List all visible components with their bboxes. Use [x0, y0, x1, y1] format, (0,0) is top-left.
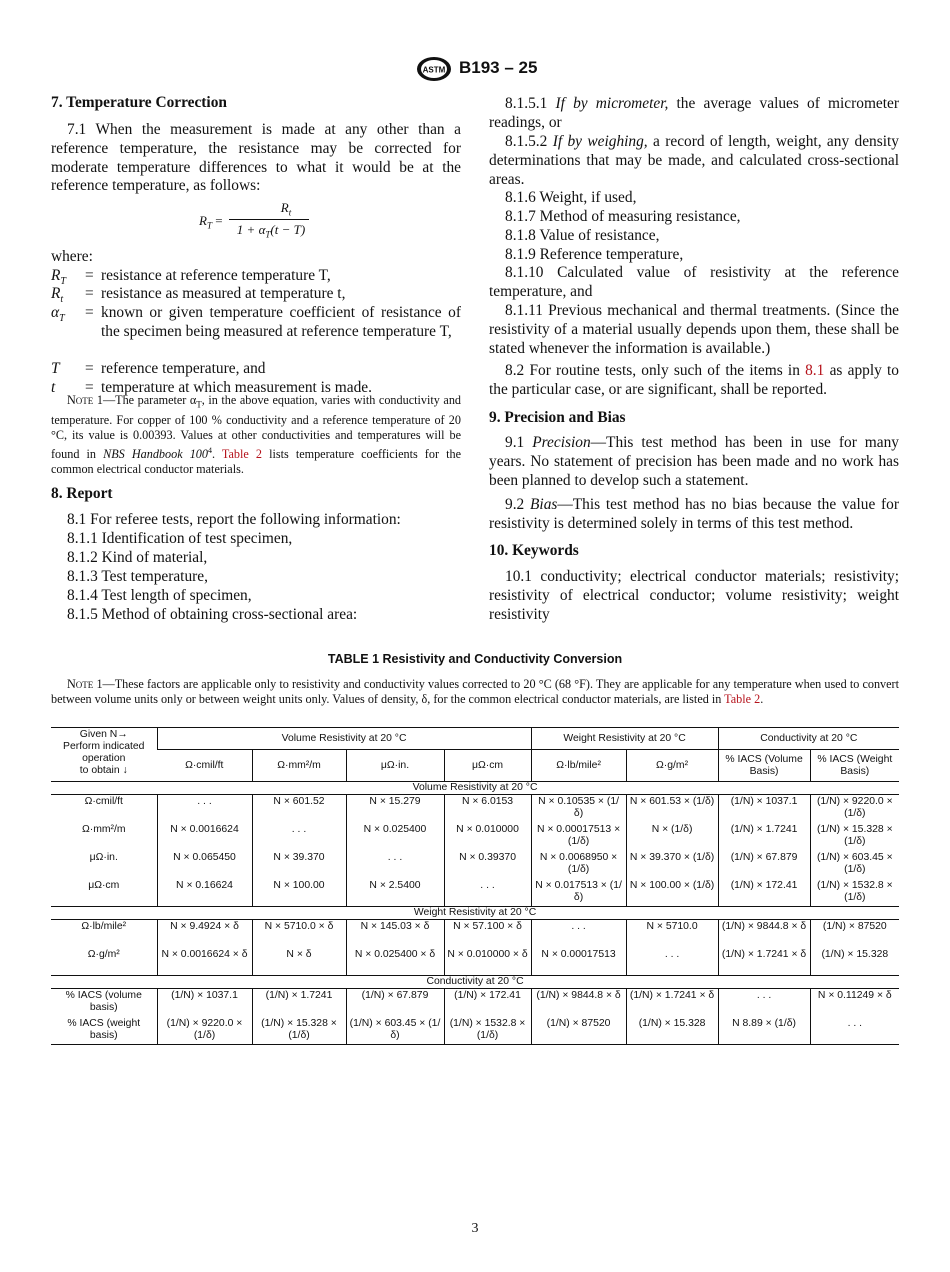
table-cell: N × 15.279	[346, 795, 444, 823]
section-7-1: 7.1 When the measurement is made at any other than a reference temperature, the resistance may be corrected for moderate temperature differences to what it would be at the reference temperature, as follows:	[51, 121, 461, 195]
fraction-bar	[229, 219, 309, 220]
group-header-weight: Weight Resistivity at 20 °C	[531, 728, 718, 750]
section-8-1-3: 8.1.3 Test temperature,	[67, 568, 208, 585]
section-9-heading: 9. Precision and Bias	[489, 409, 626, 426]
table-cell: (1/N) × 172.41	[718, 879, 810, 907]
equals-sign: =	[85, 360, 94, 377]
table-cell: N × 0.065450	[157, 851, 252, 879]
table-cell: (1/N) × 1532.8 × (1/δ)	[444, 1017, 531, 1045]
table-cell: (1/N) × 1.7241	[252, 989, 346, 1017]
table-cell: N × 0.0068950 × (1/δ)	[531, 851, 626, 879]
table-cell: N × 0.017513 × (1/δ)	[531, 879, 626, 907]
note-1-label: Note 1	[67, 393, 103, 407]
table-cell: (1/N) × 15.328	[626, 1017, 718, 1045]
variable-description: temperature at which measurement is made.	[101, 379, 372, 396]
section-8-1-8: 8.1.8 Value of resistance,	[505, 227, 660, 244]
table-row	[51, 823, 899, 851]
table-cell: . . .	[252, 823, 346, 851]
row-label: Ω·lb/mile²	[81, 921, 127, 932]
variable-description: known or given temperature coefficient of resistance of the specimen being measured at reference temperature T,	[101, 304, 461, 340]
section-row-title: Weight Resistivity at 20 °C	[51, 907, 899, 920]
row-label: Ω·g/m²	[87, 948, 120, 960]
table-row	[51, 920, 899, 948]
variable-symbol: t	[51, 379, 56, 396]
column-header: Ω·mm²/m	[252, 750, 346, 782]
page-number: 3	[471, 1221, 479, 1236]
table-cell: (1/N) × 15.328 × (1/δ)	[810, 823, 899, 851]
table-corner-header: Given N→ Perform indicated operation to obtain ↓	[51, 728, 157, 782]
handbook-ref: NBS Handbook 100	[103, 447, 208, 462]
table-cell: N × 0.00017513	[531, 948, 626, 976]
table-cell: (1/N) × 15.328	[810, 948, 899, 976]
table-cell: N × 39.370	[252, 851, 346, 879]
row-label: μΩ·cm	[88, 879, 120, 891]
table-cell: . . .	[157, 795, 252, 823]
row-label: Ω·cmil/ft	[84, 796, 123, 807]
equation-numerator: $R_t$	[280, 200, 292, 218]
table-cell: N × 0.39370	[444, 851, 531, 879]
table-cell: N × 100.00	[252, 879, 346, 907]
table-cell: N × 601.52	[252, 795, 346, 823]
table-cell: N × 0.010000 × δ	[444, 948, 531, 976]
column-header: % IACS (Volume Basis)	[718, 750, 810, 782]
document-designation: B193 – 25	[459, 58, 538, 77]
section-9-1: 9.1 Precision—This test method has been in use for many years. No statement of precision has been made and no work has been planned to develop such a statement.	[489, 434, 899, 489]
section-8-1-2: 8.1.2 Kind of material,	[67, 549, 208, 566]
table-cell: N × 2.5400	[346, 879, 444, 907]
table-cell: . . .	[718, 989, 810, 1017]
section-8-heading: 8. Report	[51, 485, 113, 502]
table-row	[51, 795, 899, 823]
temperature-equation	[199, 202, 369, 244]
note-1-text-b: , in the above equation, varies with conductivity and temperature. For copper of 100 % conductivity and a reference temperature of 20 °C, its value is 0.00393. Values at other conductivities and temperatures will be found in	[51, 393, 462, 462]
note-1-text-a: —The parameter α	[102, 393, 197, 407]
table-2-link[interactable]: Table 2	[221, 447, 262, 462]
variable-symbol: T	[51, 360, 60, 377]
section-8-1-5: 8.1.5 Method of obtaining cross-sectional area:	[67, 606, 358, 623]
table-row	[51, 948, 899, 976]
table-cell: (1/N) × 15.328 × (1/δ)	[252, 1017, 346, 1045]
table-cell: N × 0.0016624 × δ	[157, 948, 252, 976]
table-row	[51, 851, 899, 879]
table-2-link[interactable]: Table 2	[724, 692, 761, 707]
table-cell: (1/N) × 9844.8 × δ	[718, 920, 810, 948]
table-cell: N × (1/δ)	[626, 823, 718, 851]
table-cell: (1/N) × 67.879	[718, 851, 810, 879]
row-label: Ω·mm²/m	[81, 823, 126, 835]
table-cell: N × 0.00017513 × (1/δ)	[531, 823, 626, 851]
section-8-1-5-1: 8.1.5.1 If by micrometer, the average values of micrometer readings, or	[489, 95, 899, 131]
page-header	[0, 56, 950, 84]
section-8-1: 8.1 For referee tests, report the following information:	[67, 511, 401, 528]
table-cell: N × 601.53 × (1/δ)	[626, 795, 718, 823]
note-1-text-d: lists temperature coefficients for the common electrical conductor materials.	[51, 447, 461, 477]
table-cell: (1/N) × 87520	[810, 920, 899, 948]
table-cell: N × 0.10535 × (1/δ)	[531, 795, 626, 823]
table-cell: N × 0.025400 × δ	[346, 948, 444, 976]
table-cell: . . .	[810, 1017, 899, 1045]
table-cell: (1/N) × 1.7241 × δ	[718, 948, 810, 976]
table-cell: (1/N) × 1.7241 × δ	[626, 989, 718, 1017]
astm-logo	[416, 56, 452, 82]
table-cell: (1/N) × 9844.8 × δ	[531, 989, 626, 1017]
table-cell: (1/N) × 603.45 × (1/δ)	[346, 1017, 444, 1045]
variable-symbol: $R_t$	[51, 285, 64, 306]
table-cell: (1/N) × 1037.1	[718, 795, 810, 823]
section-7-heading: 7. Temperature Correction	[51, 94, 227, 111]
section-8-1-4: 8.1.4 Test length of specimen,	[67, 587, 252, 604]
row-label: % IACS (weight basis)	[51, 1017, 157, 1045]
conversion-table	[51, 727, 899, 1045]
section-8-1-9: 8.1.9 Reference temperature,	[505, 246, 684, 263]
table-1-caption: TABLE 1 Resistivity and Conductivity Conversion	[327, 652, 623, 666]
section-9-2: 9.2 Bias—This test method has no bias because the value for resistivity is determined solely in terms of this test method.	[489, 496, 899, 532]
table-cell: N 8.89 × (1/δ)	[718, 1017, 810, 1045]
table-cell: N × 5710.0 × δ	[252, 920, 346, 948]
table-cell: (1/N) × 172.41	[444, 989, 531, 1017]
section-8-2: 8.2 For routine tests, only such of the items in 8.1 as apply to the particular case, or are significant, shall be reported.	[489, 362, 899, 398]
section-8-1-1: 8.1.1 Identification of test specimen,	[67, 530, 293, 547]
variable-symbol: $R_T$	[51, 267, 66, 288]
equals-sign: =	[85, 267, 94, 284]
section-8-1-10: 8.1.10 Calculated value of resistivity at the reference temperature, and	[489, 264, 899, 300]
table-cell: N × 0.0016624	[157, 823, 252, 851]
variable-description: resistance at reference temperature T,	[101, 267, 331, 284]
table-cell: (1/N) × 1.7241	[718, 823, 810, 851]
section-10-1: 10.1 conductivity; electrical conductor materials; resistivity; resistivity of electrical conductor; volume resistivity; weight resistivity	[489, 568, 899, 623]
table-cell: . . .	[626, 948, 718, 976]
column-header: μΩ·in.	[346, 750, 444, 782]
astm-logo-letters: ASTM	[422, 65, 446, 75]
column-header: Ω·lb/mile²	[531, 750, 626, 782]
section-8-1-6: 8.1.6 Weight, if used,	[505, 189, 637, 206]
variable-symbol: $\alpha_T$	[51, 304, 65, 325]
table-cell: N × 0.11249 × δ	[810, 989, 899, 1017]
section-row-title: Conductivity at 20 °C	[51, 976, 899, 989]
column-header: % IACS (Weight Basis)	[810, 750, 899, 782]
equals-sign: =	[85, 379, 94, 396]
section-8-1-link[interactable]: 8.1	[805, 362, 825, 379]
table-row	[51, 989, 899, 1017]
column-header: Ω·g/m²	[626, 750, 718, 782]
row-label: μΩ·in.	[89, 851, 118, 863]
table-cell: (1/N) × 67.879	[346, 989, 444, 1017]
group-header-conductivity: Conductivity at 20 °C	[718, 728, 899, 750]
equation-lhs: $R_T$ =	[199, 213, 223, 231]
row-label: % IACS (volume basis)	[65, 990, 142, 1013]
table-cell: N × 0.16624	[157, 879, 252, 907]
table-cell: . . .	[346, 851, 444, 879]
where-label: where:	[51, 248, 93, 265]
table-cell: N × 5710.0	[626, 920, 718, 948]
table-row	[51, 1017, 899, 1045]
section-10-heading: 10. Keywords	[489, 542, 579, 559]
table-cell: N × 145.03 × δ	[346, 920, 444, 948]
table-cell: . . .	[531, 920, 626, 948]
equation-denominator: $1 + \alpha_T(t - T)$	[236, 222, 306, 240]
section-row-title: Volume Resistivity at 20 °C	[51, 782, 899, 795]
table-cell: (1/N) × 9220.0 × (1/δ)	[810, 795, 899, 823]
table-cell: N × 6.0153	[444, 795, 531, 823]
table-cell: (1/N) × 1037.1	[157, 989, 252, 1017]
variable-description: resistance as measured at temperature t,	[101, 285, 346, 302]
section-8-1-7: 8.1.7 Method of measuring resistance,	[505, 208, 741, 225]
table-cell: N × 57.100 × δ	[444, 920, 531, 948]
table-1-note: Note 1—These factors are applicable only to resistivity and conductivity values corrected to 20 °C (68 °F). They are applicable for any temperature when used to convert between volume units only or between weight units only. Values of density, δ, for the common electrical conductor materials, are listed in Table 2.	[51, 677, 900, 707]
variable-description: reference temperature, and	[101, 360, 266, 377]
table-cell: . . .	[444, 879, 531, 907]
column-header: Ω·cmil/ft	[157, 750, 252, 782]
group-header-volume: Volume Resistivity at 20 °C	[157, 728, 531, 750]
table-cell: N × 0.025400	[346, 823, 444, 851]
table-cell: N × 100.00 × (1/δ)	[626, 879, 718, 907]
table-cell: (1/N) × 9220.0 × (1/δ)	[157, 1017, 252, 1045]
table-cell: N × 0.010000	[444, 823, 531, 851]
table-row	[51, 879, 899, 907]
table-cell: N × 9.4924 × δ	[157, 920, 252, 948]
column-header: μΩ·cm	[444, 750, 531, 782]
table-cell: (1/N) × 603.45 × (1/δ)	[810, 851, 899, 879]
equals-sign: =	[85, 285, 94, 302]
table-cell: N × δ	[252, 948, 346, 976]
table-cell: N × 39.370 × (1/δ)	[626, 851, 718, 879]
section-8-1-11: 8.1.11 Previous mechanical and thermal treatments. (Since the resistivity of a material usually depends upon them, these shall be stated whenever the information is available.)	[489, 302, 899, 357]
section-8-1-5-2: 8.1.5.2 If by weighing, a record of length, weight, any density determinations that may be made, and calculated cross-sectional areas.	[489, 133, 899, 188]
table-cell: (1/N) × 87520	[531, 1017, 626, 1045]
note-1-sub: T	[196, 399, 202, 410]
equals-sign: =	[85, 304, 94, 321]
footnote-ref[interactable]: 4	[208, 446, 212, 456]
note-1	[51, 393, 461, 478]
note-1-text-c: .	[212, 447, 222, 462]
table-cell: (1/N) × 1532.8 × (1/δ)	[810, 879, 899, 907]
